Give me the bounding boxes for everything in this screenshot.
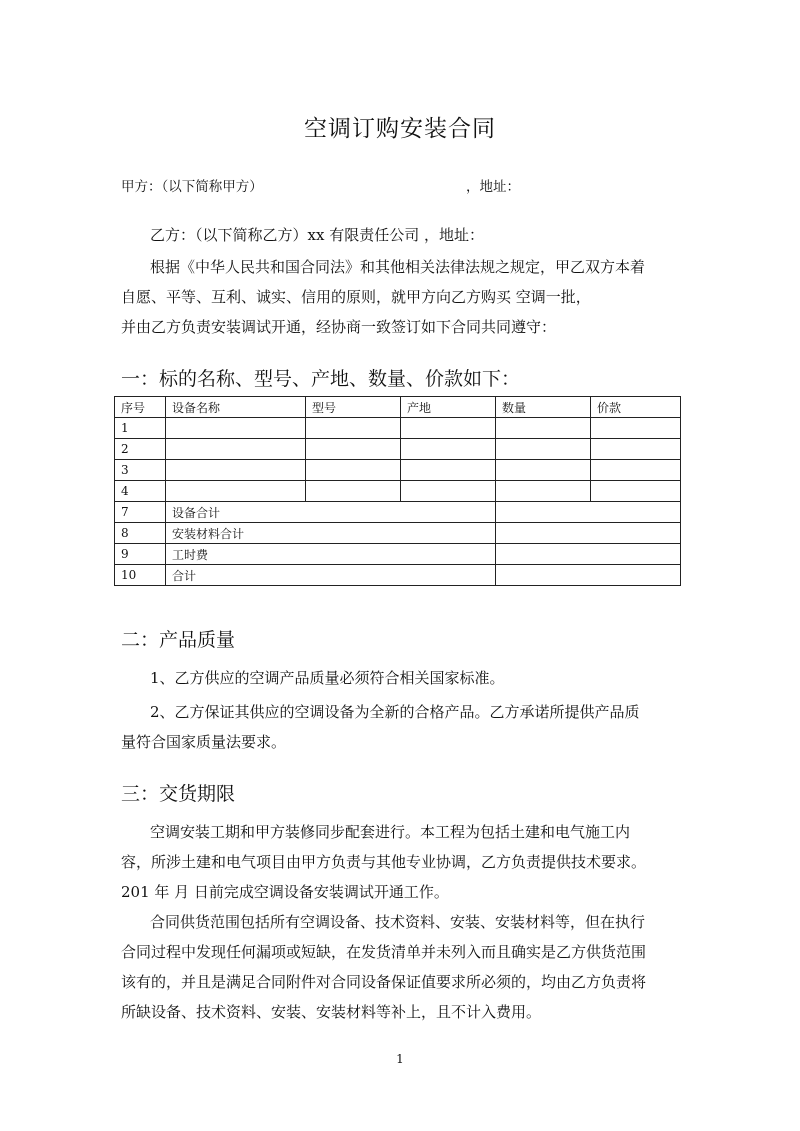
page-number: 1	[396, 1052, 404, 1066]
summary-value	[496, 502, 681, 523]
header-price: 价款	[591, 397, 681, 418]
table-row	[115, 418, 681, 439]
table-row	[115, 439, 681, 460]
summary-label: 安装材料合计	[166, 523, 496, 544]
row-number: 9	[115, 544, 166, 565]
row-number: 2	[115, 439, 166, 460]
cell	[591, 460, 681, 481]
cell	[401, 481, 496, 502]
cell	[306, 439, 401, 460]
cell	[401, 439, 496, 460]
equipment-table	[114, 396, 681, 586]
summary-row	[115, 523, 681, 544]
intro-line-2: 自愿、平等、互利、诚实、信用的原则，就甲方向乙方购买 空调一批，	[121, 288, 591, 306]
table-header-row	[115, 397, 681, 418]
row-number: 4	[115, 481, 166, 502]
summary-row	[115, 544, 681, 565]
summary-label: 设备合计	[166, 502, 496, 523]
intro-line-3: 并由乙方负责安装调试开通，经协商一致签订如下合同共同遵守：	[121, 318, 557, 336]
cell	[166, 439, 306, 460]
intro-line-1: 根据《中华人民共和国合同法》和其他相关法律法规之规定，甲乙双方本着	[150, 258, 646, 276]
cell	[496, 439, 591, 460]
summary-value	[496, 544, 681, 565]
delivery-p2-line-2: 合同过程中发现任何漏项或短缺，在发货清单并未列入而且确实是乙方供货范围	[121, 943, 647, 961]
cell	[496, 418, 591, 439]
quality-clause-2-line-2: 量符合国家质量法要求。	[121, 733, 287, 751]
document-title: 空调订购安装合同	[304, 116, 496, 142]
summary-label: 工时费	[166, 544, 496, 565]
header-device-name: 设备名称	[166, 397, 306, 418]
cell	[306, 481, 401, 502]
header-model: 型号	[306, 397, 401, 418]
section-1-heading: 一：标的名称、型号、产地、数量、价款如下：	[121, 368, 521, 390]
quality-clause-2-line-1: 2、乙方保证其供应的空调设备为全新的合格产品。乙方承诺所提供产品质	[150, 703, 640, 721]
summary-value	[496, 565, 681, 586]
delivery-p1-line-1: 空调安装工期和甲方装修同步配套进行。本工程为包括土建和电气施工内	[150, 823, 631, 841]
row-number: 1	[115, 418, 166, 439]
party-b-line: 乙方：（以下简称乙方）xx 有限责任公司 ，地址：	[150, 226, 484, 244]
cell	[401, 460, 496, 481]
cell	[306, 460, 401, 481]
section-2-heading: 二：产品质量	[121, 629, 236, 651]
row-number: 3	[115, 460, 166, 481]
cell	[401, 418, 496, 439]
summary-label: 合计	[166, 565, 496, 586]
quality-clause-1: 1、乙方供应的空调产品质量必须符合相关国家标准。	[150, 669, 505, 687]
row-number: 7	[115, 502, 166, 523]
cell	[306, 418, 401, 439]
header-no: 序号	[115, 397, 166, 418]
cell	[166, 418, 306, 439]
delivery-p2-line-3: 该有的，并且是满足合同附件对合同设备保证值要求所必须的，均由乙方负责将	[121, 973, 647, 991]
cell	[166, 481, 306, 502]
table-row	[115, 481, 681, 502]
delivery-p2-line-1: 合同供货范围包括所有空调设备、技术资料、安装、安装材料等，但在执行	[150, 913, 646, 931]
row-number: 10	[115, 565, 166, 586]
delivery-p1-line-3: 201 年 月 日前完成空调设备安装调试开通工作。	[121, 883, 449, 901]
cell	[591, 418, 681, 439]
cell	[496, 460, 591, 481]
header-origin: 产地	[401, 397, 496, 418]
delivery-p1-line-2: 容，所涉土建和电气项目由甲方负责与其他专业协调，乙方负责提供技术要求。	[121, 853, 647, 871]
party-a-label: 甲方：（以下简称甲方）	[121, 179, 263, 195]
table-row	[115, 460, 681, 481]
section-3-heading: 三：交货期限	[121, 783, 236, 805]
row-number: 8	[115, 523, 166, 544]
delivery-p2-line-4: 所缺设备、技术资料、安装、安装材料等补上，且不计入费用。	[121, 1003, 542, 1021]
header-quantity: 数量	[496, 397, 591, 418]
party-a-address-label: ，地址：	[466, 179, 520, 195]
cell	[591, 481, 681, 502]
cell	[496, 481, 591, 502]
cell	[166, 460, 306, 481]
summary-value	[496, 523, 681, 544]
cell	[591, 439, 681, 460]
summary-row	[115, 502, 681, 523]
summary-row	[115, 565, 681, 586]
